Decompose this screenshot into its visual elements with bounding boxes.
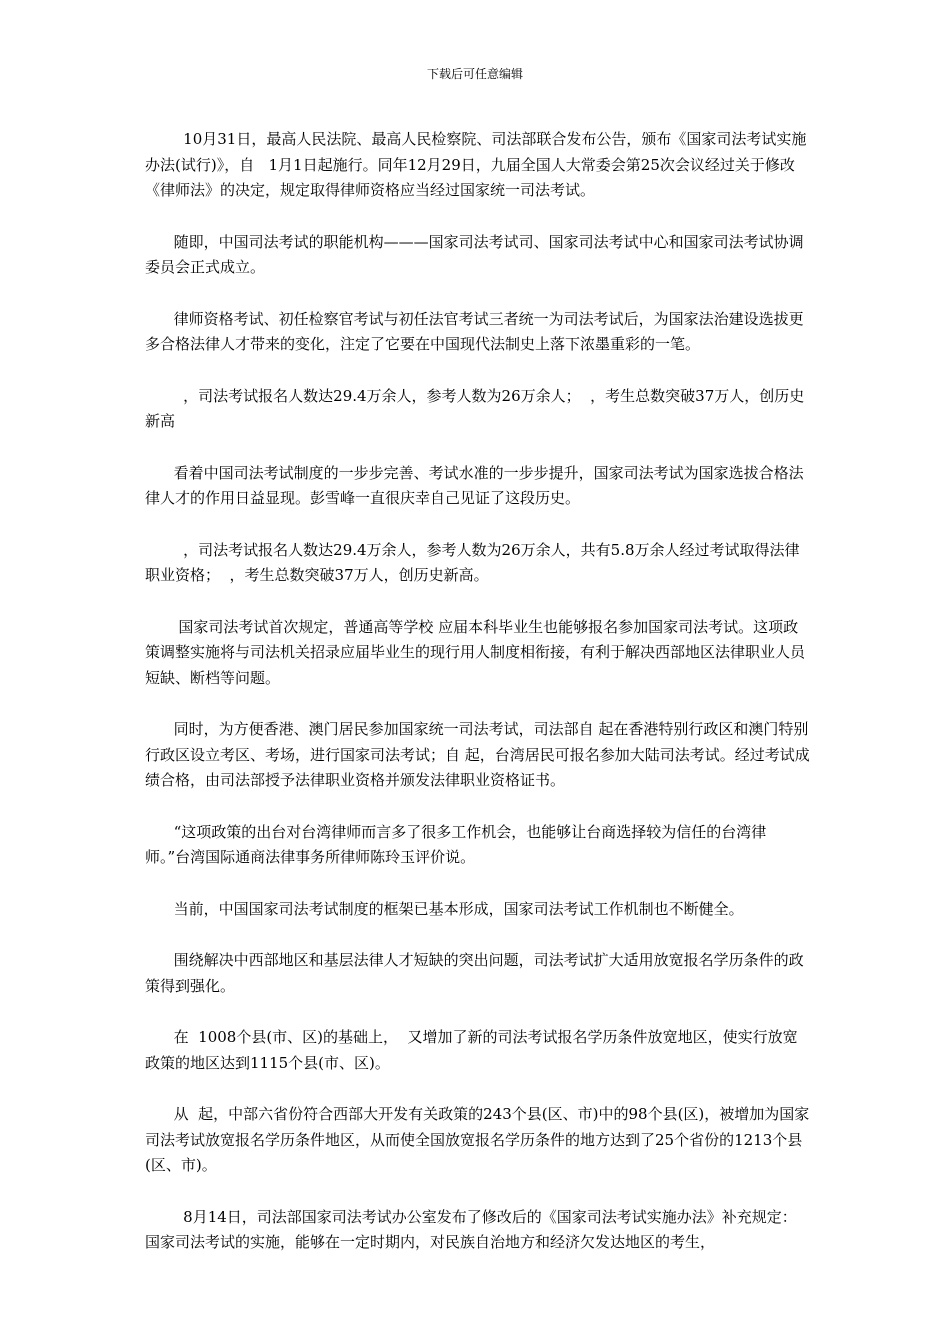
paragraph: 10月31日，最高人民法院、最高人民检察院、司法部联合发布公告，颁布《国家司法考试实施办法(试行)》，自 1月1日起施行。同年12月29日，九届全国人大常委会第25次会议经过关于修改《律师法》的决定，规定取得律师资格应当经过国家统一司法考试。 [145,130,807,199]
paragraph: 围绕解决中西部地区和基层法律人才短缺的突出问题，司法考试扩大适用放宽报名学历条件的政策得到强化。 [145,951,804,995]
paragraph: 随即，中国司法考试的职能机构———国家司法考试司、国家司法考试中心和国家司法考试协调委员会正式成立。 [145,232,804,276]
paragraph: 律师资格考试、初任检察官考试与初任法官考试三者统一为司法考试后，为国家法治建设选拔更多合格法律人才带来的变化，注定了它要在中国现代法制史上落下浓墨重彩的一笔。 [145,309,804,353]
paragraph: ，司法考试报名人数达29.4万余人，参考人数为26万余人，共有5.8万余人经过考试取得法律职业资格； ，考生总数突破37万人，创历史新高。 [145,540,800,584]
document-body [145,127,810,1282]
paragraph: 看着中国司法考试制度的一步步完善、考试水准的一步步提升，国家司法考试为国家选拔合格法律人才的作用日益显现。彭雪峰一直很庆幸自己见证了这段历史。 [145,463,804,507]
page-header: 下载后可任意编辑 [426,67,523,81]
paragraph: 在 1008个县(市、区)的基础上， 又增加了新的司法考试报名学历条件放宽地区，使实行放宽政策的地区达到1115个县(市、区)。 [145,1028,798,1072]
paragraph: 同时，为方便香港、澳门居民参加国家统一司法考试，司法部自 起在香港特别行政区和澳门特别行政区设立考区、考场，进行国家司法考试；自 起，台湾居民可报名参加大陆司法考试。经过考试成绩合格，由司法部授予法律职业资格并颁发法律职业资格证书。 [145,720,810,789]
paragraph: ，司法考试报名人数达29.4万余人，参考人数为26万余人； ，考生总数突破37万人，创历史新高 [145,386,805,430]
paragraph: 8月14日，司法部国家司法考试办公室发布了修改后的《国家司法考试实施办法》补充规定：国家司法考试的实施，能够在一定时期内，对民族自治地方和经济欠发达地区的考生， [145,1207,797,1251]
paragraph: 从 起，中部六省份符合西部大开发有关政策的243个县(区、市)中的98个县(区)，被增加为国家司法考试放宽报名学历条件地区，从而使全国放宽报名学历条件的地方达到了25个省份的1213个县(区、市)。 [145,1105,810,1174]
paragraph: 国家司法考试首次规定，普通高等学校 应届本科毕业生也能够报名参加国家司法考试。这项政策调整实施将与司法机关招录应届毕业生的现行用人制度相衔接，有利于解决西部地区法律职业人员短缺、断档等问题。 [145,617,806,687]
paragraph: 当前，中国国家司法考试制度的框架已基本形成，国家司法考试工作机制也不断健全。 [145,899,744,918]
paragraph: “这项政策的出台对台湾律师而言多了很多工作机会，也能够让台商选择较为信任的台湾律师。”台湾国际通商法律事务所律师陈玲玉评价说。 [145,822,767,866]
